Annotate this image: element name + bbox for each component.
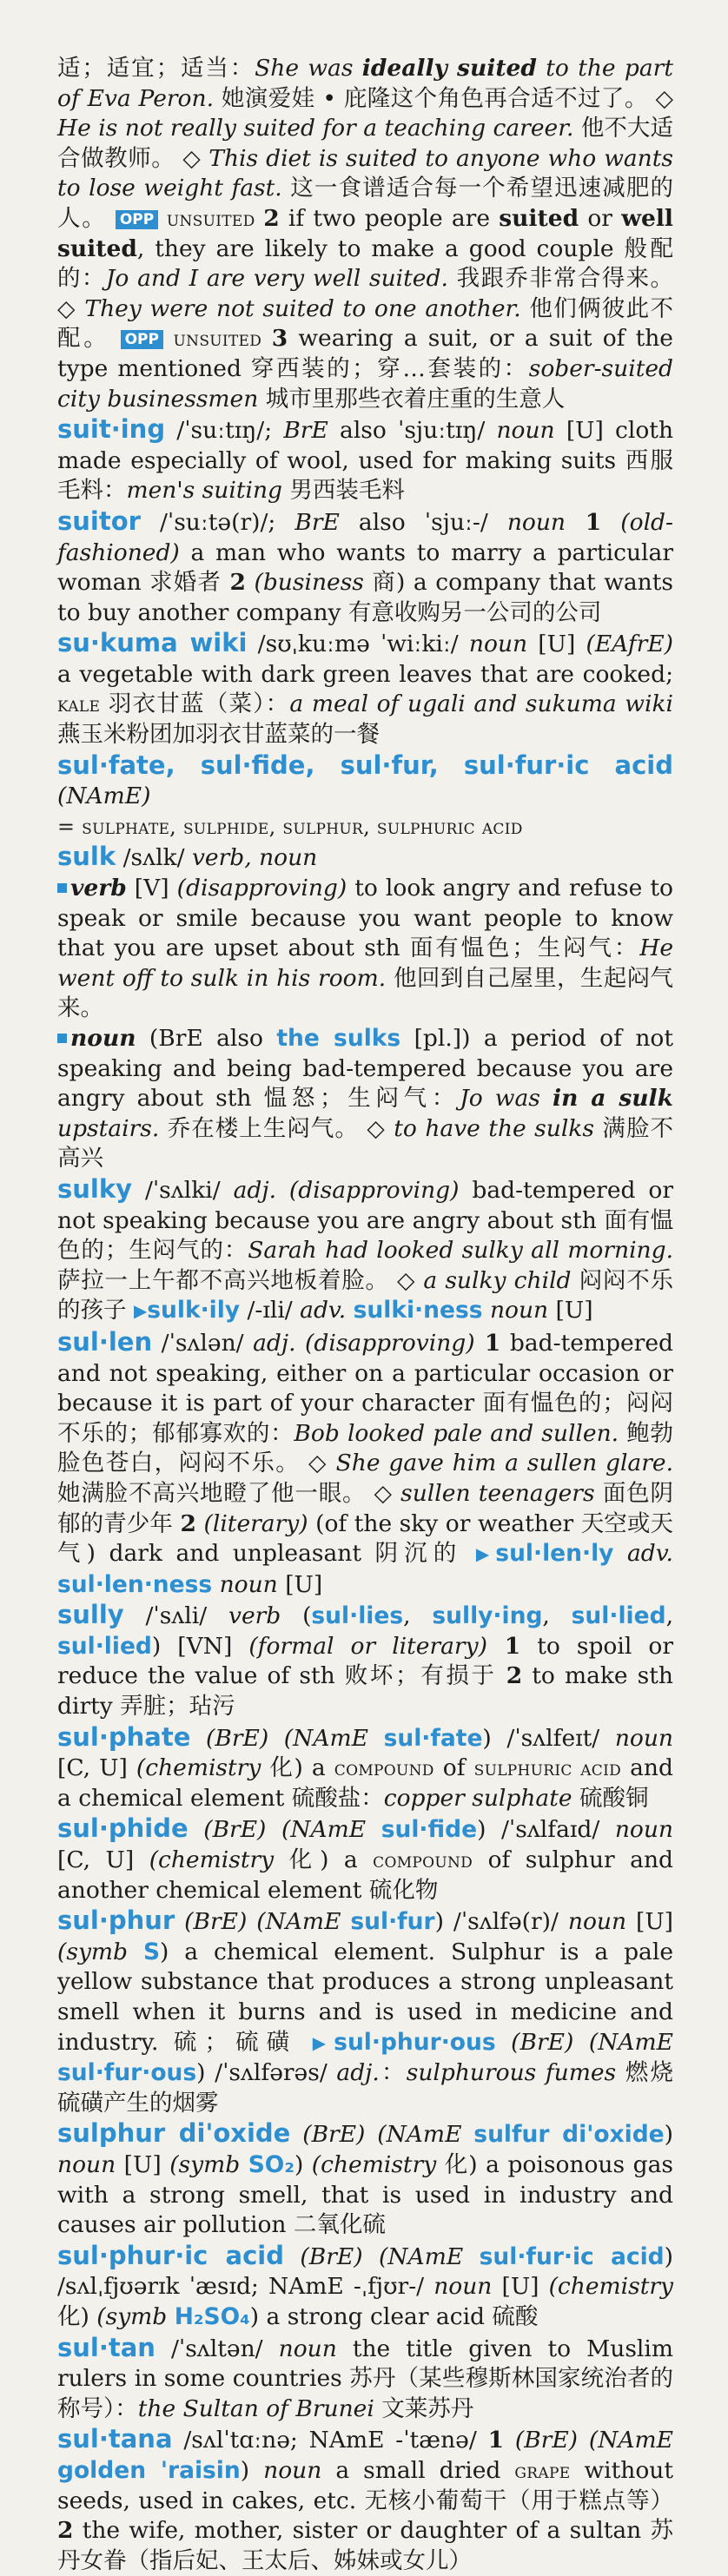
pronunciation: /ˈsʌli/ [123,1602,228,1630]
part-of-speech: verb, noun [191,844,318,872]
label: (disapproving) [176,875,347,902]
variant-spelling: sul·fate [383,1724,483,1752]
definition-text: a chemical element. Sulphur is a pale yellow substance that produces a strong unpleasant smell when it burns and is used in medicine and industry. 硫；硫磺 [57,1938,673,2056]
cross-reference: compound [373,1848,473,1873]
definition-text: bad-tempered or not speaking because you are angry about sth 面有愠色的；生闷气的： [57,1176,673,1265]
label: (NAmE [266,1816,381,1844]
opp-badge: OPP [121,330,163,349]
definition-text: a strong clear acid 硫酸 [259,2302,539,2330]
translation-text: 他回到自己屋里，生起闷气来。 [57,964,673,1022]
part-of-speech: adj. [233,1176,276,1204]
diamond-icon: ◇ [366,1479,401,1507]
variant-spelling: sulfur di'oxide [473,2121,665,2149]
inflection: sul·lied [571,1602,666,1630]
label: (NAmE [268,1724,384,1752]
example-phrase: in a sulk [553,1085,673,1113]
square-bullet-icon [57,1034,67,1043]
label: (NAmE [362,2242,480,2270]
part-of-speech: noun [468,631,528,658]
square-bullet-icon [57,883,67,893]
example-text: to the part of Eva Peron. [57,55,673,112]
label: ) [160,1938,169,1965]
translation-text: 文莱苏丹 [374,2394,474,2422]
label: ： [379,2059,407,2087]
label: (symb [57,1938,143,1965]
example-text: He went off to sulk in his room. [57,935,673,992]
cross-reference: sulphuric acid [473,1756,622,1781]
translation-text: 城市里那些衣着庄重的生意人 [258,385,566,413]
label: ( [281,1602,312,1630]
label: (NAmE [578,2427,673,2454]
entry-suitor [57,506,673,628]
cross-reference: = sulphate, sulphide, sulphur, sulphuric acid [57,814,523,839]
part-of-speech: noun [506,508,566,536]
sense-number: 2 [506,1662,523,1690]
phrase-term: well suited [57,204,673,262]
opposite-xref: unsuited [162,327,272,352]
label: (BrE) [175,1908,248,1936]
label: also [339,508,425,536]
headword: suit·ing [57,414,166,445]
entry-sukuma-wiki [57,628,673,750]
definition-text: the title given to Muslim rulers in some countries 苏丹（某些穆斯林国家统治者的称号）： [57,2335,674,2422]
translation-text: 闷闷不乐的孩子 [57,1266,674,1324]
headword: sul·fate, sul·fide, sul·fur, sul·fur·ic acid [57,750,673,780]
definition-text: without seeds, used in cakes, etc. 无核小葡萄干（用于糕点等） [57,2456,673,2514]
pronunciation: /ˈsʌltən/ [155,2335,279,2362]
part-of-speech: noun [482,1297,549,1324]
grammar-code: ) [VN] [151,1632,249,1660]
definition-text: the wife, mother, sister or daughter of a sultan 苏丹女眷（指后妃、王太后、姊妹或女儿） [57,2517,673,2574]
label: (BrE also [136,1025,277,1052]
entry-sulphur-dioxide [57,2118,673,2240]
part-of-speech: noun [496,417,555,445]
sense-number: 1 [486,1632,521,1660]
part-of-speech: noun [278,2335,337,2362]
translation-text: 燃烧硫磺产生的烟雾 [57,2059,673,2117]
entry-sulk [57,842,673,1174]
label: ) [477,1816,486,1844]
translation-text: 萨拉一上午都不高兴地板着脸。 [57,1266,389,1294]
part-of-speech: noun [614,1724,673,1752]
example-text: sullen teenagers [400,1479,595,1507]
grammar-code: [U] [116,2150,170,2178]
example-text: sulphurous fumes [406,2059,617,2087]
example-text: sober-suited city businessmen [57,354,673,413]
headword: su·kuma wiki [57,628,248,658]
part-of-speech: noun [567,1908,627,1936]
label: (chemistry [548,2273,674,2301]
pronunciation: /ˈsʌlfeɪt/ [491,1724,615,1752]
entry-sulphur [57,1906,673,2118]
entry-sulphate [57,1722,673,1814]
part-of-speech: verb [70,875,127,902]
grammar-code: [U] [277,1570,323,1598]
definition-text: , they are likely to make a good couple 般配的： [57,234,673,293]
cross-reference: kale [57,692,101,717]
entry-sulphide [57,1813,673,1906]
example-text: He is not really suited for a teaching career. [57,115,574,142]
definition-text: to spoil or reduce the value of sth 败坏；有损于 [57,1632,673,1690]
example-text: the Sultan of Brunei [137,2394,374,2422]
definition-text: to make sth dirty 弄脏；玷污 [57,1662,673,1721]
variant-spelling: golden 'raisin [57,2456,241,2484]
entry-sullen [57,1327,673,1600]
translation-text: 她满脸不高兴地瞪了他一眼。 [57,1479,367,1507]
sense-number: 1 [565,508,602,536]
part-of-speech: adj. [336,2059,380,2087]
label: (BrE) [290,2121,366,2149]
diamond-icon: ◇ [647,84,673,112]
headword: sul·phur·ic acid [57,2240,284,2270]
entry-sulfate [57,750,673,842]
derived-word: sulki·ness [353,1297,483,1324]
pronunciation: /ˈsʌlfərəs/ [205,2059,337,2087]
part-of-speech: adj. [253,1329,296,1357]
example-text: Jo was [460,1085,553,1113]
example-text: Jo and I are very well suited. [105,265,448,293]
pronunciation: /ˈsʌlfə(r)/ [443,1908,568,1936]
definition-text: 适；适宜；适当： [57,55,255,82]
entry-sulky [57,1174,673,1327]
definition-text: if two people are [279,204,500,232]
pronunciation: /ˈsʌlki/ [132,1176,234,1204]
diamond-icon: ◇ [300,1450,336,1477]
definition-text: 羽衣甘蓝（菜）： [100,690,290,718]
derived-word: sul·len·ness [57,1570,213,1598]
label: (symb [169,2150,248,2178]
cross-reference: compound [334,1756,434,1781]
definition-text: of [433,1754,474,1782]
example-phrase: ideally suited [361,55,537,82]
entry-sultana [57,2424,673,2576]
definition-text: [U] cloth made especially of wool, used for making suits 西服毛料： [57,417,674,505]
headword: sul·tan [57,2332,156,2362]
label: (BrE) [504,2427,579,2454]
cross-reference: grape [514,2458,571,2483]
label: ) [664,2121,674,2149]
example-text: She was [255,55,362,82]
label: (symb [96,2302,175,2330]
label: (chemistry [136,1754,261,1782]
headword: sulky [57,1173,133,1204]
definition-text: 化) a [261,1754,334,1782]
entry-suiting [57,414,673,506]
part-of-speech: noun [57,2150,116,2178]
label: (formal or literary) [248,1632,487,1660]
pronunciation: /ˈsuːtə(r)/; [140,508,295,536]
label: (BrE) [188,1816,267,1844]
definition-text: a man who wants to marry a particular woman 求婚者 [57,538,673,597]
pronunciation: /sʌlk/ [116,844,192,872]
sense-number: 2 [57,2517,74,2545]
definition-text: or [579,204,622,232]
example-text: a sulky child [423,1266,572,1294]
label: (chemistry [149,1846,275,1874]
inflection: sul·lied [57,1632,152,1660]
pronunciation: /ˈsʌlfaɪd/ [486,1816,615,1844]
definition-text: and a chemical element 硫酸盐： [57,1754,673,1812]
part-of-speech: noun [614,1816,673,1844]
translation-text: 这一食谱适合每一个希望迅速减肥的人。 [57,175,673,232]
suited-entry-continuation [57,54,673,414]
headword: sul·phide [57,1813,189,1844]
headword: sulk [57,842,116,872]
definition-text: 化) a poisonous gas with a strong smell, that is used in industry and causes air pollution 二氧化硫 [57,2150,673,2239]
example-text: She gave him a sullen glare. [335,1450,674,1477]
part-of-speech: noun [249,2456,322,2484]
chemical-symbol: S [142,1938,161,1965]
variant-spelling: sul·fur·ous [57,2059,197,2087]
pronunciation: /ˈsuːtɪŋ/; [165,417,284,445]
sense-number: 3 [271,325,288,353]
label: ) [240,2456,250,2484]
inflection: sul·lies [311,1602,404,1630]
arrow-icon: ▶ [133,1301,148,1322]
part-of-speech: verb [228,1602,281,1630]
label: (old-fashioned) [57,508,673,566]
derived-word: sulk·ily [147,1297,241,1324]
translation-text: 燕玉米粉团加羽衣甘蓝菜的一餐 [57,721,380,749]
variant-spelling: sul·fur [350,1908,435,1936]
label: BrE [283,417,328,445]
label: (BrE) [283,2242,363,2270]
grammar-code: [U] [492,2273,549,2301]
label: (NAmE [573,2028,673,2056]
definition-text: bad-tempered and not speaking, either on a particular occasion or because it is part of your character 面有愠色的；闷闷不乐的；郁郁寡欢的： [57,1329,673,1447]
label: ) [482,1724,492,1752]
example-text: upstairs. [57,1114,160,1142]
diamond-icon: ◇ [57,294,85,322]
grammar-code: [C, U] [57,1846,149,1874]
diamond-icon: ◇ [358,1114,394,1142]
translation-text: 男西装毛料 [281,477,405,505]
part-of-speech: adv. [300,1297,347,1324]
translation-text: 他不大适合做教师。 [57,115,673,172]
example-text: They were not suited to one another. [84,294,521,322]
variant-spelling: sul·fide [381,1816,478,1844]
translation-text: 鲍勃脸色苍白，闷闷不乐。 [57,1419,673,1477]
entry-sulphuric-acid [57,2241,673,2333]
translation-text: 面色阴郁的青少年 [57,1479,673,1537]
label: (NAmE) [57,783,151,810]
sense-number: 2 [263,204,280,232]
definition-text: [pl.]) a period of not speaking and being bad-tempered because you are angry about sth 愠怒；生闷气： [57,1025,673,1113]
label: ) [249,2302,260,2330]
part-of-speech: adv. [613,1540,673,1568]
label: ) [196,2059,206,2087]
definition-text: a small dried [321,2456,515,2484]
pronunciation: ˈsjuː-/ [424,508,507,536]
derived-word: sul·len·ly [495,1540,614,1568]
label: (business [245,569,364,597]
translation-text: 她演爱娃 • 庇隆这个角色再合适不过了。 [214,84,648,112]
pronunciation: /-ɪli/ [240,1297,301,1324]
arrow-icon: ▶ [475,1544,496,1565]
translation-text: 满脸不高兴 [57,1114,673,1172]
label: (BrE) [495,2028,574,2056]
grammar-code: [U] [548,1297,593,1324]
translation-text: 硫酸铜 [572,1784,649,1812]
sense-number: 2 [180,1509,196,1537]
label: ) [434,1908,444,1936]
grammar-code: [C, U] [57,1754,136,1782]
label: (BrE) [190,1724,269,1752]
inflection: sully·ing [432,1602,543,1630]
definition-text: of sulphur and another chemical element 硫化物 [57,1846,673,1904]
definition-text: a vegetable with dark green leaves that are cooked; [57,660,673,688]
example-text: men's suiting [126,477,282,505]
headword: suitor [57,505,141,536]
sense-number: 2 [229,569,246,597]
example-text: copper sulphate [383,1784,572,1812]
opposite-xref: unsuited [158,206,264,231]
chemical-symbol: SO₂ [248,2150,295,2178]
label: (literary) [195,1509,308,1537]
example-text: a meal of ugali and sukuma wiki [289,690,673,718]
label: (disapproving) [276,1176,460,1204]
diamond-icon: ◇ [388,1266,424,1294]
label: (EAfrE) [586,631,673,658]
diamond-icon: ◇ [175,144,209,172]
pronunciation: /sʌlˈtɑːnə; NAmE -ˈtænə/ [172,2427,488,2454]
pronunciation: /ˈsʌlən/ [152,1329,254,1357]
label: ) [294,2150,304,2178]
translation-text: 乔在楼上生闷气。 [159,1114,359,1142]
entry-sultan [57,2333,673,2425]
headword: sulphur di'oxide [57,2118,291,2149]
pronunciation: /sʊˌkuːmə ˈwiːkiː/ [247,631,469,658]
headword: sul·phur [57,1906,175,1936]
phrase-term: suited [499,204,579,232]
definition-text: to look angry and refuse to speak or smile because you want people to know that you are upset about sth 面有愠色；生闷气： [57,875,673,962]
label: (NAmE [365,2121,474,2149]
headword: sul·len [57,1326,153,1357]
pronunciation: /sʌlˌfjʊərɪk ˈæsɪd; NAmE -ˌfjʊr-/ [57,2273,434,2301]
definition-text: 化) [57,2302,97,2330]
variant-spelling: sul·fur·ic acid [479,2242,665,2270]
headword: sul·phate [57,1721,191,1752]
sense-number: 1 [474,1329,501,1357]
label: (NAmE [247,1908,351,1936]
arrow-icon: ▶ [312,2032,334,2053]
grammar-code: [U] [527,631,586,658]
opp-badge: OPP [116,210,158,229]
phrase-term: the sulks [276,1025,401,1052]
definition-text: 化) a [274,1846,374,1874]
example-text: Sarah had looked sulky all morning. [248,1237,673,1265]
definition-text: 商) a company that wants to buy another company 有意收购另一公司的公司 [57,569,673,626]
definition-text: wearing a suit, or a suit of the type mentioned 穿西装的；穿…套装的： [57,325,673,382]
part-of-speech: noun [433,2273,493,2301]
grammar-code: [U] [626,1908,674,1936]
label: ) [664,2242,673,2270]
label: BrE [295,508,340,536]
pronunciation: ˈsjuːtɪŋ/ [398,417,497,445]
entry-sully: sully /ˈsʌli/ verb (sul·lies, sully·ing, sul·lied, sul·lied) [VN] (formal or literary) 1 to spoil or reduce the value of sth 败坏；有损于 2 to make sth dirty 弄脏；玷污 [57,1600,673,1721]
translation-text: 他们俩彼此不配。 [57,294,673,353]
headword: sully [57,1600,124,1630]
example-text: to have the sulks [394,1114,594,1142]
chemical-symbol: H₂SO₄ [174,2302,250,2330]
headword: sul·tana [57,2424,173,2454]
part-of-speech: noun [70,1025,136,1052]
part-of-speech: noun [212,1570,278,1598]
example-text: Bob looked pale and sullen. [294,1419,619,1447]
translation-text: 我跟乔非常合得来。 [447,265,673,293]
label: (chemistry [303,2150,437,2178]
label: (disapproving) [295,1329,475,1357]
grammar-code: [V] [126,875,177,902]
label: also [328,417,399,445]
sense-number: 1 [487,2427,505,2454]
definition-text: (of the sky or weather 天空或天气) dark and unpleasant 阴沉的 [57,1509,673,1568]
derived-word: sul·phur·ous [334,2028,496,2056]
example-text: This diet is suited to anyone who wants to lose weight fast. [57,144,673,202]
